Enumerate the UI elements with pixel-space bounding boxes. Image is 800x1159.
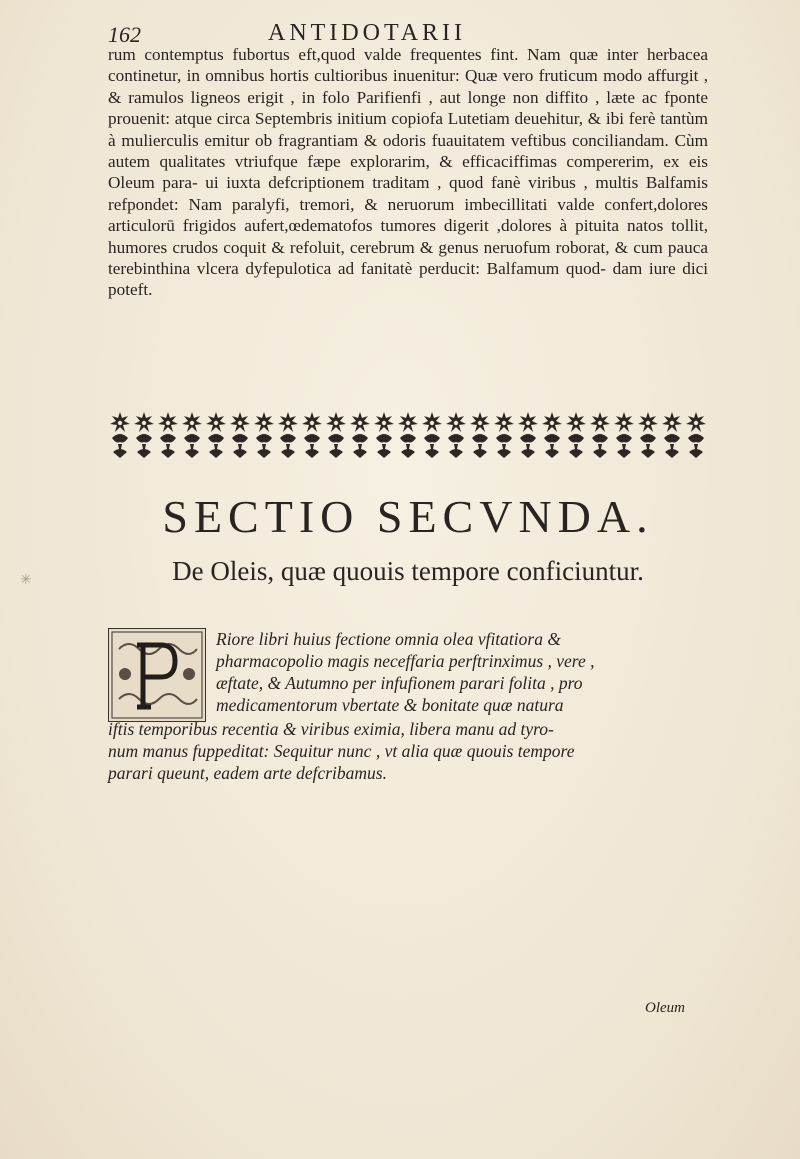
intro-line: parari queunt, eadem arte defcribamus. (108, 763, 387, 783)
paper-blemish: ✳ (20, 573, 32, 588)
intro-line: pharmacopolio magis neceffaria perftrinximus , vere , (216, 651, 595, 671)
fleuron-border-ornament (108, 408, 708, 464)
intro-paragraph (108, 628, 708, 783)
intro-line: num manus fuppeditat: Sequitur nunc , vt alia quæ quouis tempore (108, 741, 575, 761)
section-subtitle: De Oleis, quæ quouis tempore conficiuntur. (172, 556, 644, 586)
intro-line: iftis temporibus recentia & viribus eximia, libera manu ad tyro- (108, 719, 554, 739)
page-number: 162 (108, 22, 141, 47)
intro-line: æftate, & Autumno per infufionem parari folita , pro (216, 673, 583, 693)
running-head: ANTIDOTARII (268, 20, 467, 46)
body-paragraph: rum contemptus fubortus eft,quod valde frequentes fint. Nam quæ inter herbacea continetur, in omnibus hortis cultioribus inuenitur: Quæ vero fruticum modo affurgit , & ramulos ligneos erigit , in folo Parifienfi , aut longe non diffito , læte ac fponte prouenit: atque circa Septembris initium copiofa Lutetiam deuehitur, & ibi ferè tantùm à mulierculis emitur ob fragrantiam & odoris fuauitatem veftibus conciliandam. Cùm autem qualitates vtriufque fæpe explorarim, & efficaciffimas compererim, ex eis Oleum para- ui iuxta defcriptionem traditam , quod fanè viribus , multis Balfamis refpondet: Nam paralyfi, tremori, & neruorum imbecillitati valde confert,dolores articulorū frigidos aufert,œdematofos tumores digerit ,dolores à pituita natos tollit, humores crudos coquit & refoluit, cerebrum & genus neruofum roborat, & cum pauca terebinthina vlcera dyfepulotica ad fanitatè perducit: Balfamum quod- dam iure dici poteft. (108, 45, 708, 300)
intro-line: medicamentorum vbertate & bonitate quæ natura (216, 695, 564, 715)
catchword: Oleum (645, 1000, 685, 1016)
section-title: SECTIO SECVNDA. (162, 491, 654, 542)
intro-line: Riore libri huius fectione omnia olea vfitatiora & (216, 629, 561, 649)
